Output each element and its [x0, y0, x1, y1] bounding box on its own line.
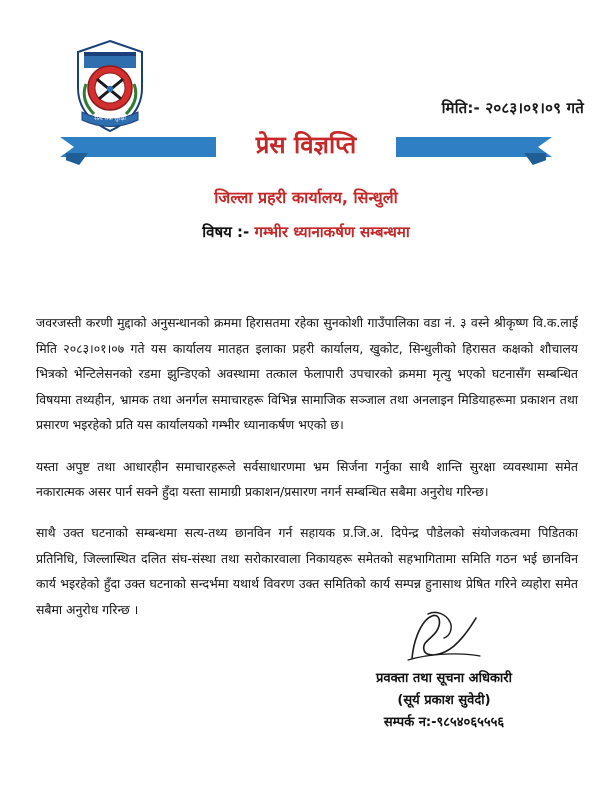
- document-header: [0, 0, 612, 241]
- document-date: मिति:- २०८३।०१।०९ गते: [441, 99, 584, 117]
- signature-block: [314, 608, 574, 734]
- signatory-title: प्रवक्ता तथा सूचना अधिकारी: [376, 670, 512, 686]
- document-body: [36, 298, 578, 638]
- body-paragraph: यस्ता अपुष्ट तथा आधारहीन समाचारहरूले सर्वसाधारणमा भ्रम सिर्जना गर्नुका साथै शान्ति सुरक्षा व्यवस्थामा समेत नकारात्मक असर पार्न सक्ने हुँदा यस्ता सामाग्री प्रकाशन/प्रसारण नगर्न सम्बन्धित सबैमा अनुरोध गरिन्छ।: [36, 458, 578, 499]
- body-paragraph: जवरजस्ती करणी मुद्दाको अनुसन्धानको क्रममा हिरासतमा रहेका सुनकोशी गाउँपालिका वडा नं. ३ वस्ने श्रीकृष्ण वि.क.लाई मिति २०८३।०१।०७ गते यस कार्यालय मातहत इलाका प्रहरी कार्यालय, खुकोट, सिन्धुलीको हिरासत कक्षको शौचालय भित्रको भेन्टिलेसनको रडमा झुन्डिएको अवस्थामा तत्काल फेलापारी उपचारको क्रममा मृत्यु भएको घटनासँग सम्बन्धित विषयमा तथ्यहीन, भ्रामक तथा अनर्गल समाचारहरू विभिन्न सामाजिक सञ्जाल तथा अनलाइन मिडियाहरूमा प्रकाशन तथा प्रसारण भइरहेको प्रति यस कार्यालयको गम्भीर ध्यानाकर्षण भएको छ।: [36, 315, 578, 433]
- subject-label: विषय :-: [202, 223, 250, 241]
- press-release-banner: [60, 126, 552, 168]
- nepal-police-emblem-icon: [62, 38, 158, 134]
- banner-tail-left: [66, 153, 88, 165]
- subject-text: गम्भीर ध्यानाकर्षण सम्बन्धमा: [254, 223, 410, 241]
- banner-tail-right: [524, 153, 546, 165]
- body-paragraph: साथै उक्त घटनाको सम्बन्धमा सत्य-तथ्य छानविन गर्न सहायक प्र.जि.अ. दिपेन्द्र पौडेलको संयोजकत्वमा पिडितका प्रतिनिधि, जिल्लास्थित दलित संघ-संस्था तथा सरोकारवाला निकायहरू समेतको सहभागितामा समिति गठन भई छानविन कार्य भइरहेको हुँदा उक्त घटनाको सन्दर्भमा यथार्थ विवरण उक्त समितिको कार्य सम्पन्न हुनासाथ प्रेषित गरिने व्यहोरा समेत सबैमा अनुरोध गरिन्छ ।: [36, 525, 578, 617]
- document-title: प्रेस विज्ञप्ति: [242, 128, 370, 161]
- signatory-contact: सम्पर्क न:-९८५४०६५५५६: [383, 714, 505, 730]
- svg-text:सत्य सेवा सुरक्षा: सत्य सेवा सुरक्षा: [94, 116, 126, 122]
- handwritten-signature-icon: [314, 608, 574, 666]
- signatory-name: (सूर्य प्रकाश सुवेदी): [397, 692, 491, 708]
- subject-line: [0, 222, 612, 242]
- issuing-office: जिल्ला प्रहरी कार्यालय, सिन्धुली: [214, 188, 398, 207]
